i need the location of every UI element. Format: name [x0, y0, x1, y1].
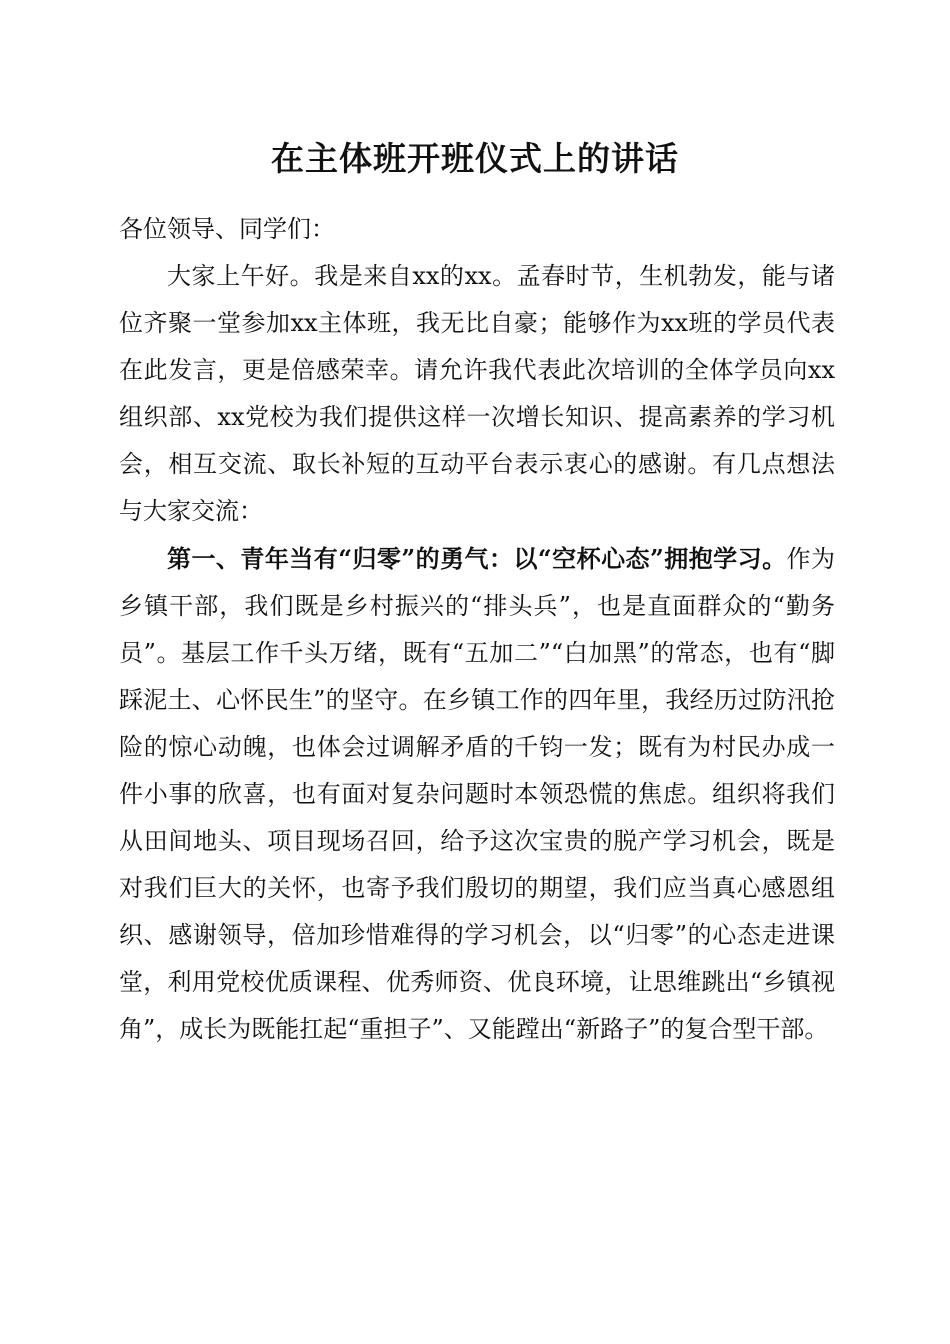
document-body [119, 206, 835, 1053]
paragraph-greeting: 大家上午好。我是来自xx的xx。孟春时节，生机勃发，能与诸位齐聚一堂参加xx主体班，我无比自豪；能够作为xx班的学员代表在此发言，更是倍感荣幸。请允许我代表此次培训的全体学员向xx组织部、xx党校为我们提供这样一次增长知识、提高素养的学习机会，相互交流、取长补短的互动平台表示衷心的感谢。有几点想法与大家交流： [119, 262, 835, 525]
point-one-body: 作为乡镇干部，我们既是乡村振兴的“排头兵”，也是直面群众的“勤务员”。基层工作千头万绪，既有“五加二”“白加黑”的常态，也有“脚踩泥土、心怀民生”的坚守。在乡镇工作的四年里，我经历过防汛抢险的惊心动魄，也体会过调解矛盾的千钧一发；既有为村民办成一件小事的欣喜，也有面对复杂问题时本领恐慌的焦虑。组织将我们从田间地头、项目现场召回，给予这次宝贵的脱产学习机会，既是对我们巨大的关怀，也寄予我们殷切的期望，我们应当真心感恩组织、感谢领导，倍加珍惜难得的学习机会，以“归零”的心态走进课堂，利用党校优质课程、优秀师资、优良环境，让思维跳出“乡镇视角”，成长为既能扛起“重担子”、又能蹚出“新路子”的复合型干部。 [119, 545, 836, 1043]
salutation: 各位领导、同学们： [119, 215, 335, 243]
document-title: 在主体班开班仪式上的讲话 [271, 139, 679, 178]
point-one-heading: 第一、青年当有“归零”的勇气：以“空杯心态”拥抱学习。 [167, 544, 787, 573]
paragraph-point-one [119, 535, 835, 1053]
